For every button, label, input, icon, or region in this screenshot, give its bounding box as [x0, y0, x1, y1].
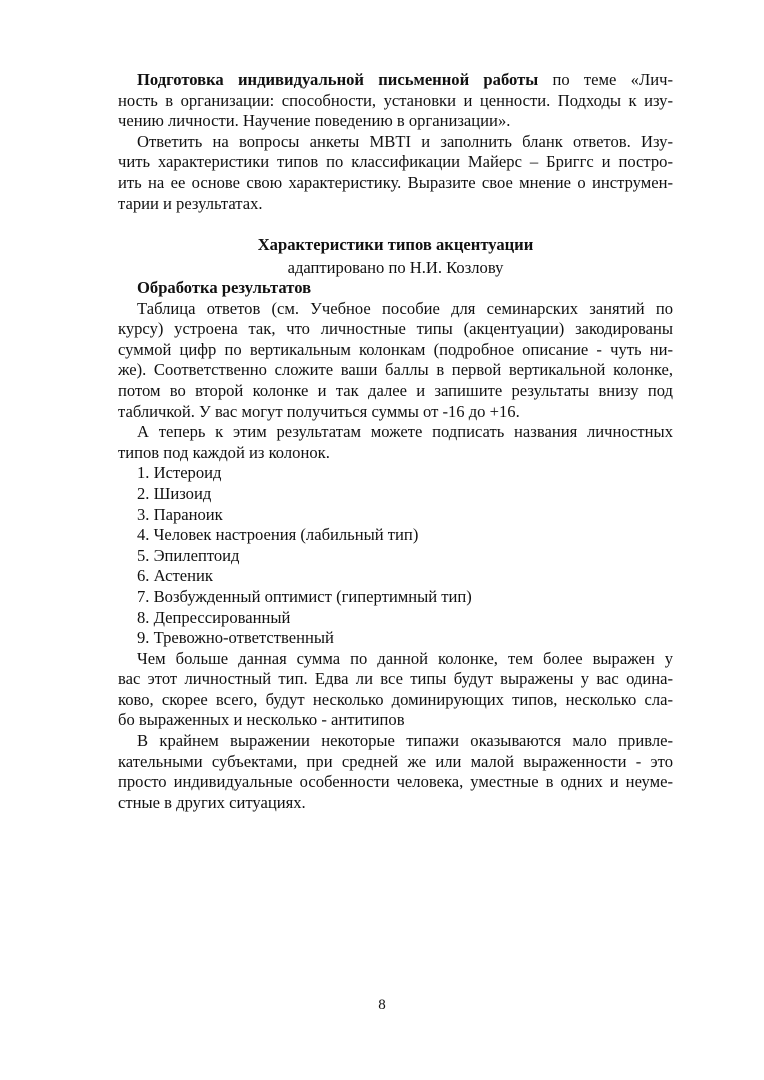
section-paragraph-1-line-1: Таблица ответов (см. Учебное пособие для семинарских занятий по [137, 298, 673, 318]
type-list-item: 5. Эпилептоид [137, 545, 240, 565]
section-paragraph-4-line-3: просто индивидуальные особенности человека, уместные в одних и неуме- [118, 772, 673, 792]
section-paragraph-4-line-1: В крайнем выражении некоторые типажи оказываются мало привле- [137, 731, 673, 751]
section-paragraph-3-line-1: Чем больше данная сумма по данной колонке, тем более выражен у [137, 648, 673, 668]
type-list-item: 2. Шизоид [137, 483, 212, 503]
section-paragraph-2-line-2: типов под каждой из колонок. [118, 442, 330, 462]
type-list-item: 1. Истероид [137, 463, 222, 483]
type-list-item: 9. Тревожно-ответственный [137, 628, 334, 648]
section-paragraph-3-line-2: вас этот личностный тип. Едва ли все типы будут выражены у вас одина- [118, 669, 673, 689]
section-paragraph-3-line-3: ково, скорее всего, будут несколько доминирующих типов, несколько сла- [118, 689, 673, 709]
type-list-item: 3. Параноик [137, 504, 223, 524]
section-heading: Обработка результатов [137, 278, 312, 297]
type-list-item: 8. Депрессированный [137, 607, 291, 627]
intro-paragraph-2-line-1: Ответить на вопросы анкеты MBTI и заполнить бланк ответов. Изу- [137, 131, 673, 151]
section-paragraph-1-line-4: же). Соответственно сложите ваши баллы в первой вертикальной колонке, [118, 360, 673, 380]
page-number: 8 [378, 997, 386, 1013]
intro-paragraph-1-line-2: ность в организации: способности, установки и ценности. Подходы к изу- [118, 90, 673, 110]
intro-block [118, 70, 673, 214]
intro-paragraph-2-line-3: ить на ее основе свою характеристику. Выразите свое мнение о инструмен- [118, 172, 673, 192]
type-list-item: 4. Человек настроения (лабильный тип) [137, 525, 419, 545]
section-paragraph-1-line-2: курсу) устроена так, что личностные типы (акцентуации) закодированы [118, 319, 673, 339]
section-paragraph-4-line-4: стные в других ситуациях. [118, 792, 306, 812]
intro-paragraph-2-line-4: тарии и результатах. [118, 193, 263, 213]
section-paragraph-2-line-1: А теперь к этим результатам можете подписать названия личностных [137, 422, 673, 442]
intro-paragraph-1-line-1 [118, 70, 673, 91]
intro-bold-lead: Подготовка индивидуальной письменной работы [137, 70, 539, 89]
section-paragraph-1-line-5: потом во второй колонке и так далее и запишите результаты внизу под [118, 380, 673, 400]
intro-line-rest: по теме «Лич- [538, 70, 673, 89]
intro-paragraph-2-line-2: чить характеристики типов по классификации Майерс – Бриггс и постро- [118, 152, 673, 172]
section-body [118, 278, 673, 813]
section-paragraph-1-line-6: табличкой. У вас могут получиться суммы от -16 до +16. [118, 401, 520, 421]
type-list-item: 7. Возбужденный оптимист (гипертимный тип) [137, 586, 472, 606]
section-subtitle: адаптировано по Н.И. Козлову [287, 258, 504, 277]
intro-paragraph-1-line-3: чению личности. Научение поведению в организации». [118, 111, 511, 131]
type-list-item: 6. Астеник [137, 566, 213, 586]
section-title: Характеристики типов акцентуации [257, 235, 534, 254]
section-paragraph-4-line-2: кательными субъектами, при средней же или малой выраженности - это [118, 751, 673, 771]
section-paragraph-3-line-4: бо выраженных и несколько - антитипов [118, 710, 405, 730]
section-paragraph-1-line-3: суммой цифр по вертикальным колонкам (подробное описание - чуть ни- [118, 339, 673, 359]
